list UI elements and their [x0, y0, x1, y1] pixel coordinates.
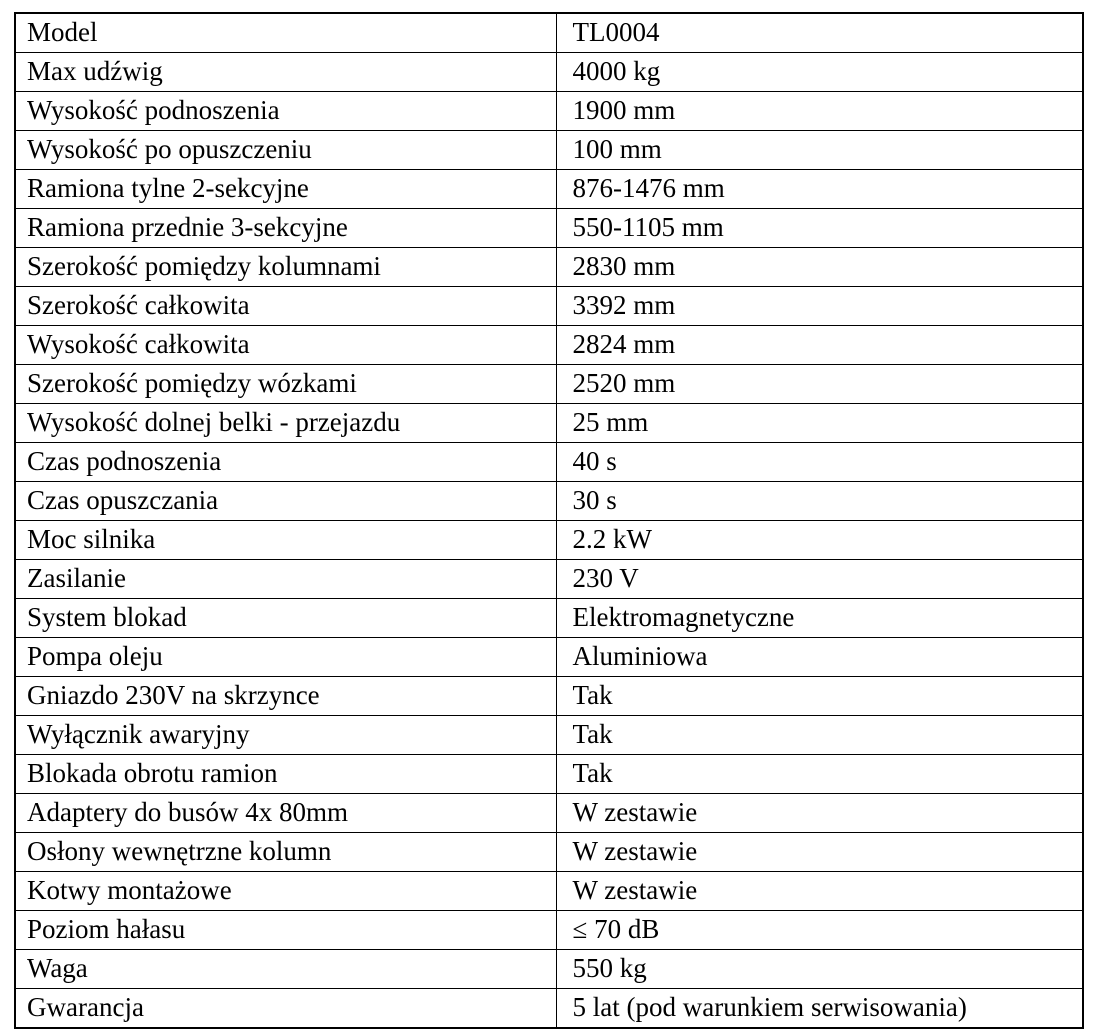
table-row: [15, 833, 1083, 872]
spec-parameter: Moc silnika: [15, 521, 556, 560]
spec-parameter: Model: [15, 13, 556, 53]
spec-parameter: Pompa oleju: [15, 638, 556, 677]
table-row: [15, 677, 1083, 716]
spec-value: Tak: [556, 716, 1083, 755]
spec-parameter: Wyłącznik awaryjny: [15, 716, 556, 755]
spec-parameter: Blokada obrotu ramion: [15, 755, 556, 794]
table-row: [15, 716, 1083, 755]
spec-table-body: [15, 13, 1083, 1028]
spec-parameter: Czas podnoszenia: [15, 443, 556, 482]
spec-parameter: Ramiona przednie 3-sekcyjne: [15, 209, 556, 248]
spec-value: 1900 mm: [556, 92, 1083, 131]
spec-value: W zestawie: [556, 872, 1083, 911]
spec-table-container: [14, 12, 1084, 1029]
spec-value: 40 s: [556, 443, 1083, 482]
table-row: [15, 13, 1083, 53]
table-row: [15, 365, 1083, 404]
table-row: [15, 131, 1083, 170]
table-row: [15, 755, 1083, 794]
spec-parameter: System blokad: [15, 599, 556, 638]
table-row: [15, 599, 1083, 638]
spec-value: Tak: [556, 677, 1083, 716]
spec-value: 550 kg: [556, 950, 1083, 989]
spec-value: 100 mm: [556, 131, 1083, 170]
table-row: [15, 482, 1083, 521]
spec-value: 550-1105 mm: [556, 209, 1083, 248]
spec-value: 2520 mm: [556, 365, 1083, 404]
spec-parameter: Waga: [15, 950, 556, 989]
spec-parameter: Adaptery do busów 4x 80mm: [15, 794, 556, 833]
spec-value: 2824 mm: [556, 326, 1083, 365]
table-row: [15, 209, 1083, 248]
spec-parameter: Szerokość całkowita: [15, 287, 556, 326]
spec-parameter: Gwarancja: [15, 989, 556, 1029]
spec-value: ≤ 70 dB: [556, 911, 1083, 950]
spec-parameter: Max udźwig: [15, 53, 556, 92]
table-row: [15, 248, 1083, 287]
table-row: [15, 872, 1083, 911]
spec-value: 30 s: [556, 482, 1083, 521]
spec-parameter: Wysokość podnoszenia: [15, 92, 556, 131]
spec-parameter: Poziom hałasu: [15, 911, 556, 950]
spec-value: W zestawie: [556, 833, 1083, 872]
spec-value: Aluminiowa: [556, 638, 1083, 677]
table-row: [15, 989, 1083, 1029]
spec-value: 2.2 kW: [556, 521, 1083, 560]
spec-parameter: Wysokość dolnej belki - przejazdu: [15, 404, 556, 443]
spec-value: TL0004: [556, 13, 1083, 53]
spec-parameter: Ramiona tylne 2-sekcyjne: [15, 170, 556, 209]
spec-value: 25 mm: [556, 404, 1083, 443]
table-row: [15, 92, 1083, 131]
spec-parameter: Gniazdo 230V na skrzynce: [15, 677, 556, 716]
table-row: [15, 53, 1083, 92]
table-row: [15, 287, 1083, 326]
table-row: [15, 638, 1083, 677]
spec-value: Elektromagnetyczne: [556, 599, 1083, 638]
spec-parameter: Zasilanie: [15, 560, 556, 599]
spec-parameter: Wysokość całkowita: [15, 326, 556, 365]
table-row: [15, 950, 1083, 989]
spec-value: 4000 kg: [556, 53, 1083, 92]
table-row: [15, 170, 1083, 209]
table-row: [15, 404, 1083, 443]
spec-value: 876-1476 mm: [556, 170, 1083, 209]
spec-parameter: Czas opuszczania: [15, 482, 556, 521]
spec-parameter: Szerokość pomiędzy wózkami: [15, 365, 556, 404]
table-row: [15, 794, 1083, 833]
spec-parameter: Szerokość pomiędzy kolumnami: [15, 248, 556, 287]
table-row: [15, 521, 1083, 560]
spec-parameter: Osłony wewnętrzne kolumn: [15, 833, 556, 872]
table-row: [15, 443, 1083, 482]
table-row: [15, 560, 1083, 599]
spec-table: [14, 12, 1084, 1029]
table-row: [15, 911, 1083, 950]
spec-value: W zestawie: [556, 794, 1083, 833]
spec-value: 5 lat (pod warunkiem serwisowania): [556, 989, 1083, 1029]
spec-parameter: Wysokość po opuszczeniu: [15, 131, 556, 170]
spec-parameter: Kotwy montażowe: [15, 872, 556, 911]
table-row: [15, 326, 1083, 365]
spec-value: 230 V: [556, 560, 1083, 599]
spec-value: 3392 mm: [556, 287, 1083, 326]
spec-value: 2830 mm: [556, 248, 1083, 287]
spec-value: Tak: [556, 755, 1083, 794]
